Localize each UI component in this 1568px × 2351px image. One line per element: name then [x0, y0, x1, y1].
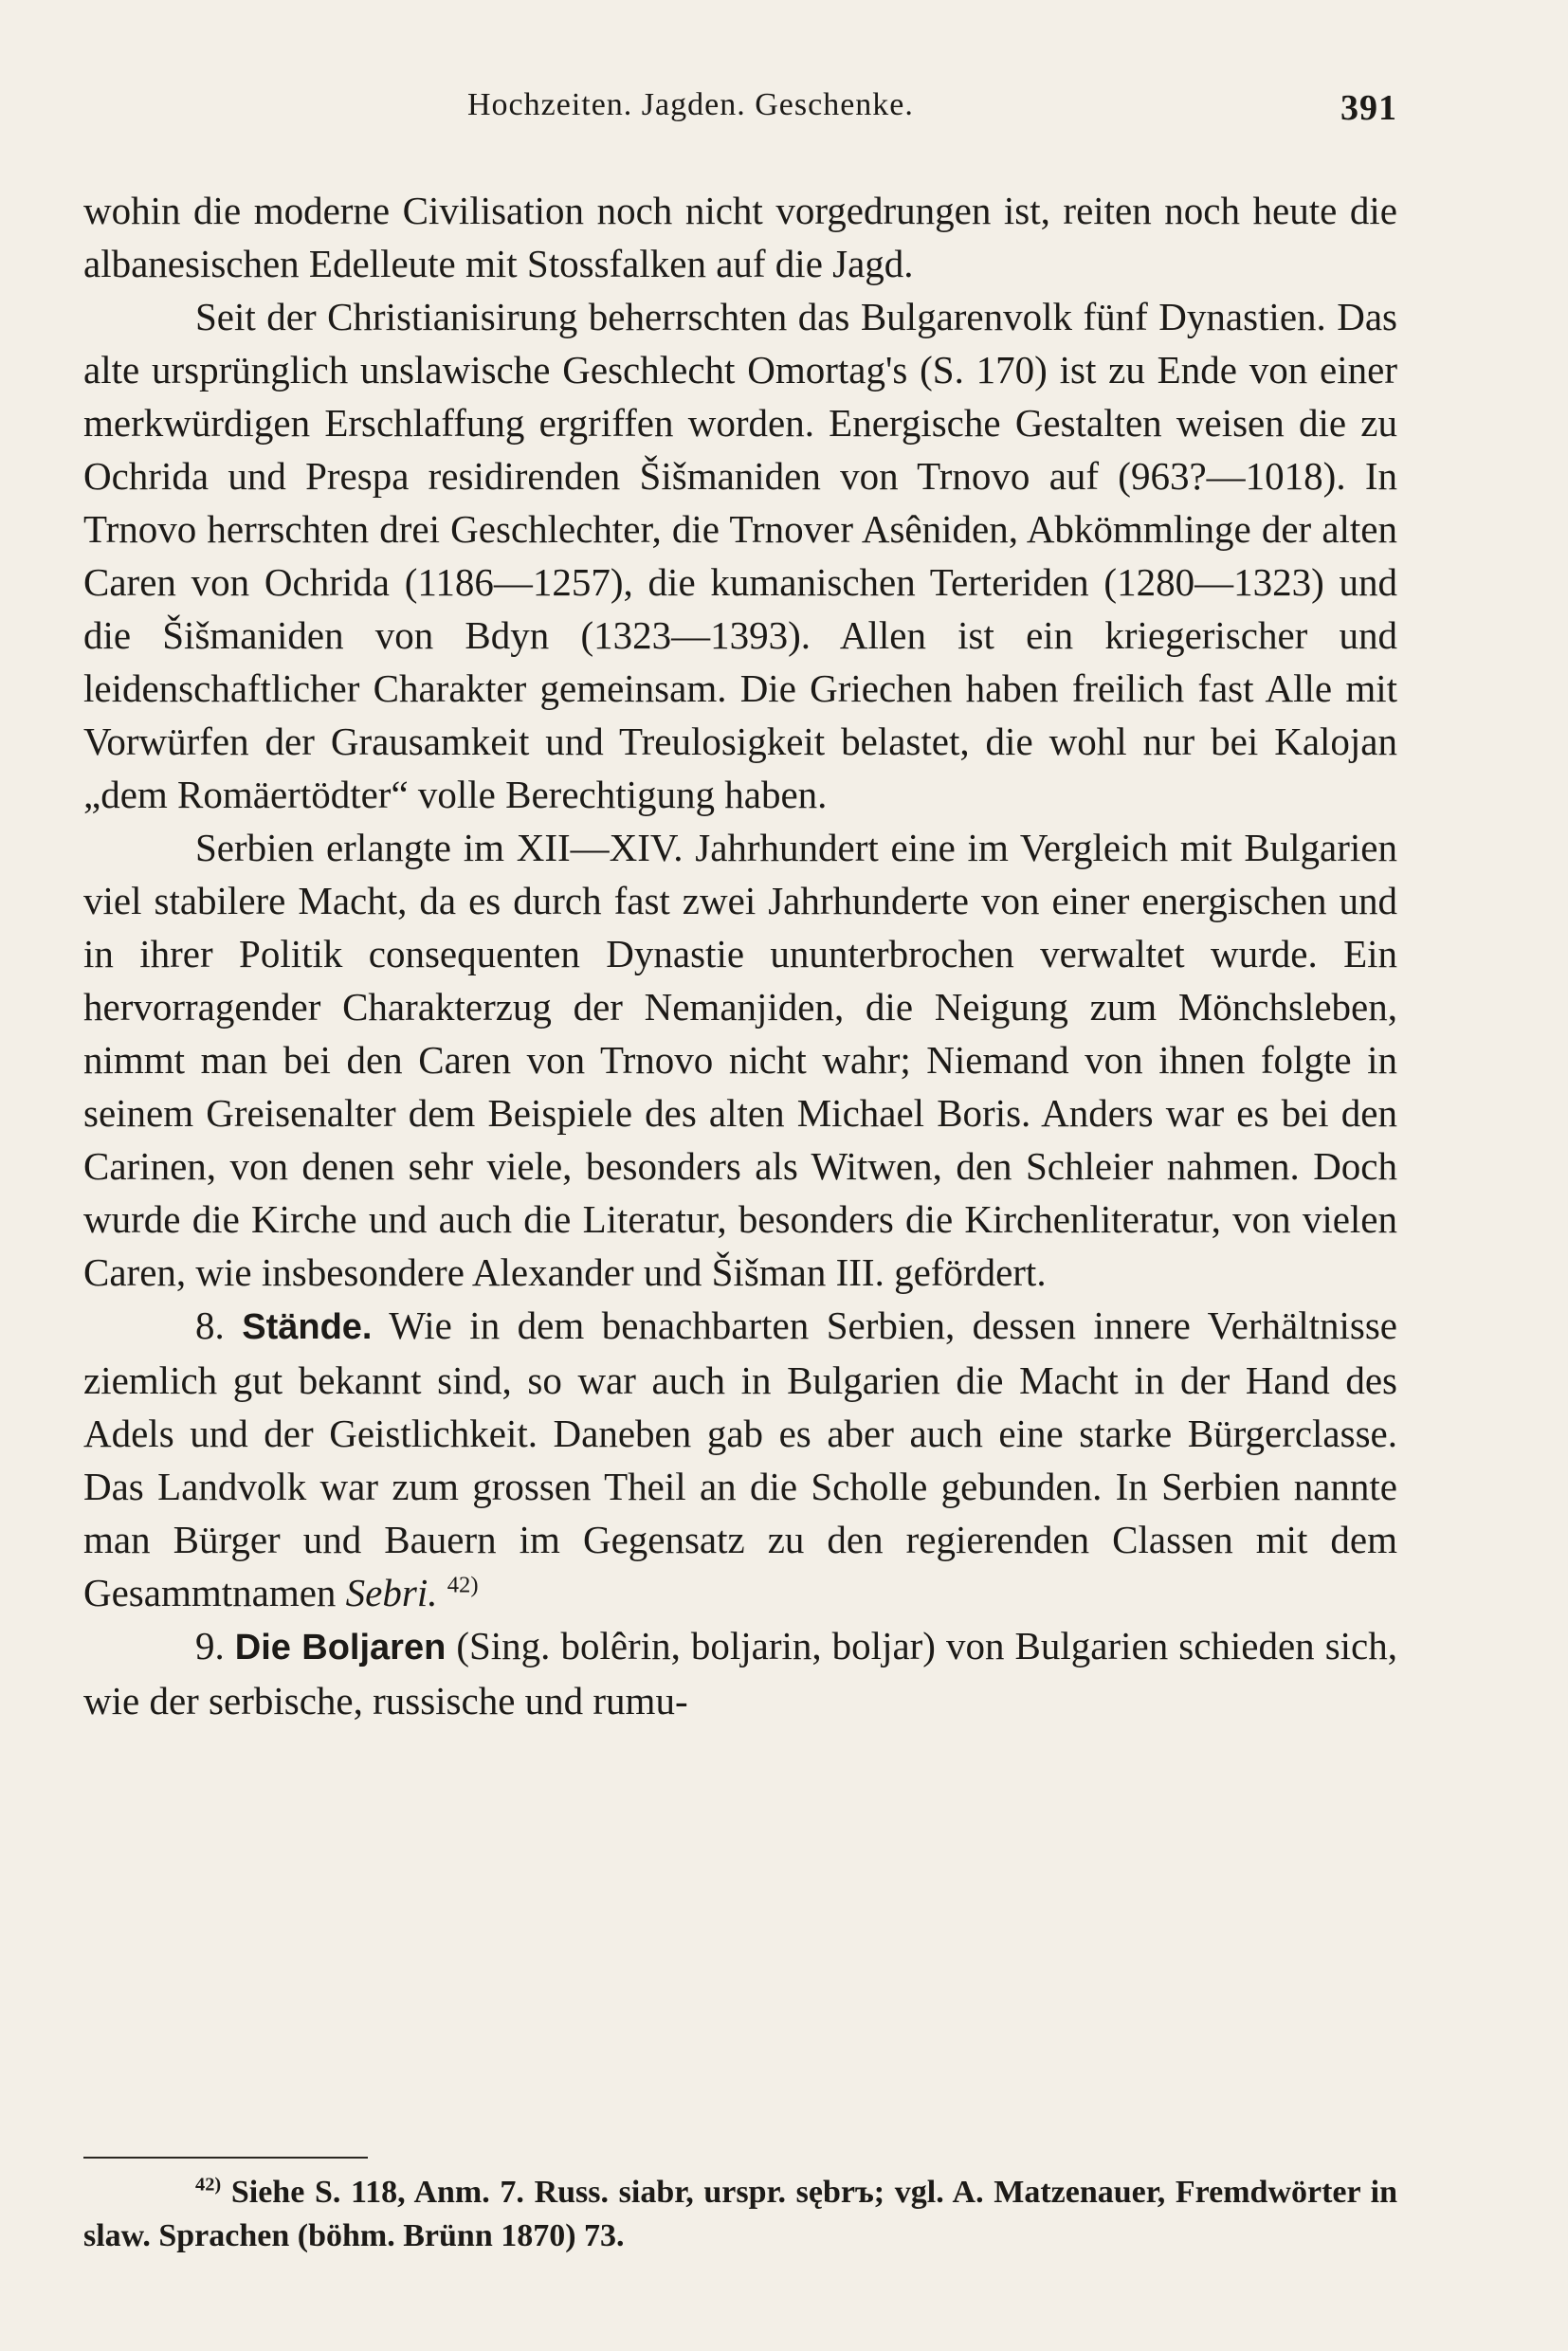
section-number: 8.: [195, 1303, 225, 1347]
footnote: [83, 2171, 1397, 2258]
paragraph-1: wohin die moderne Civilisation noch nicht vorgedrungen ist, reiten noch heute die albanesischen Edelleute mit Stossfalken auf die Jagd.: [83, 189, 1397, 285]
paragraph-9-boljaren: [83, 1619, 1397, 1727]
footnote-marker: 42): [195, 2174, 222, 2196]
footnote-rule: [83, 2157, 368, 2159]
footnote-text: Siehe S. 118, Anm. 7. Russ. siabr, urspr. sębrъ; vgl. A. Matzenauer, Fremdwörter in slaw. Sprachen (böhm. Brünn 1870) 73.: [83, 2175, 1397, 2253]
footnote-42: [83, 2171, 1397, 2258]
emphasized-term: Sebri.: [345, 1571, 438, 1614]
section-text: (Sing. bolêrin, boljarin, boljar) von Bulgarien schieden sich, wie der serbische, russische und rumu-: [83, 1624, 1397, 1722]
footnote-reference: 42): [447, 1572, 479, 1598]
page-number: 391: [1340, 88, 1397, 128]
page-header: [83, 87, 1397, 135]
section-text: Wie in dem benachbarten Serbien, dessen innere Verhältnisse ziemlich gut bekannt sind, so war auch in Bulgarien die Macht in der Hand des Adels und der Geistlichkeit. Daneben gab es aber auch eine starke Bürgerclasse. Das Landvolk war zum grossen Theil an die Scholle gebunden. In Serbien nannte man Bürger und Bauern im Gegensatz zu den regierenden Classen mit dem Gesammtnamen: [83, 1303, 1397, 1614]
section-number: 9.: [195, 1624, 225, 1668]
section-heading: Die Boljaren: [234, 1628, 447, 1668]
running-title: Hochzeiten. Jagden. Geschenke.: [467, 87, 914, 122]
body-text: [83, 184, 1397, 1727]
paragraph-2: Seit der Christianisirung beherrschten das Bulgarenvolk fünf Dynastien. Das alte ursprünglich unslawische Geschlecht Omortag's (S. 170) ist zu Ende von einer merkwürdigen Erschlaffung ergriffen worden. Energische Gestalten weisen die zu Ochrida und Prespa residirenden Šišmaniden von Trnovo auf (963?—1018). In Trnovo herrschten drei Geschlechter, die Trnover Asêniden, Abkömmlinge der alten Caren von Ochrida (1186—1257), die kumanischen Terteriden (1280—1323) und die Šišmaniden von Bdyn (1323—1393). Allen ist ein kriegerischer und leidenschaftlicher Charakter gemeinsam. Die Griechen haben freilich fast Alle mit Vorwürfen der Grausamkeit und Treulosigkeit belastet, die wohl nur bei Kalojan „dem Romäertödter“ volle Berechtigung haben.: [83, 295, 1397, 816]
paragraph-8-staende: [83, 1299, 1397, 1619]
paragraph-3: Serbien erlangte im XII—XIV. Jahrhundert eine im Vergleich mit Bulgarien viel stabilere Macht, da es durch fast zwei Jahrhunderte von einer energischen und in ihrer Politik consequenten Dynastie ununterbrochen verwaltet wurde. Ein hervorragender Charakterzug der Nemanjiden, die Neigung zum Mönchsleben, nimmt man bei den Caren von Trnovo nicht wahr; Niemand von ihnen folgte in seinem Greisenalter dem Beispiele des alten Michael Boris. Anders war es bei den Carinen, von denen sehr viele, besonders als Witwen, den Schleier nahmen. Doch wurde die Kirche und auch die Literatur, besonders die Kirchenliteratur, von vielen Caren, wie insbesondere Alexander und Šišman III. gefördert.: [83, 826, 1397, 1294]
section-heading: Stände.: [242, 1307, 373, 1347]
